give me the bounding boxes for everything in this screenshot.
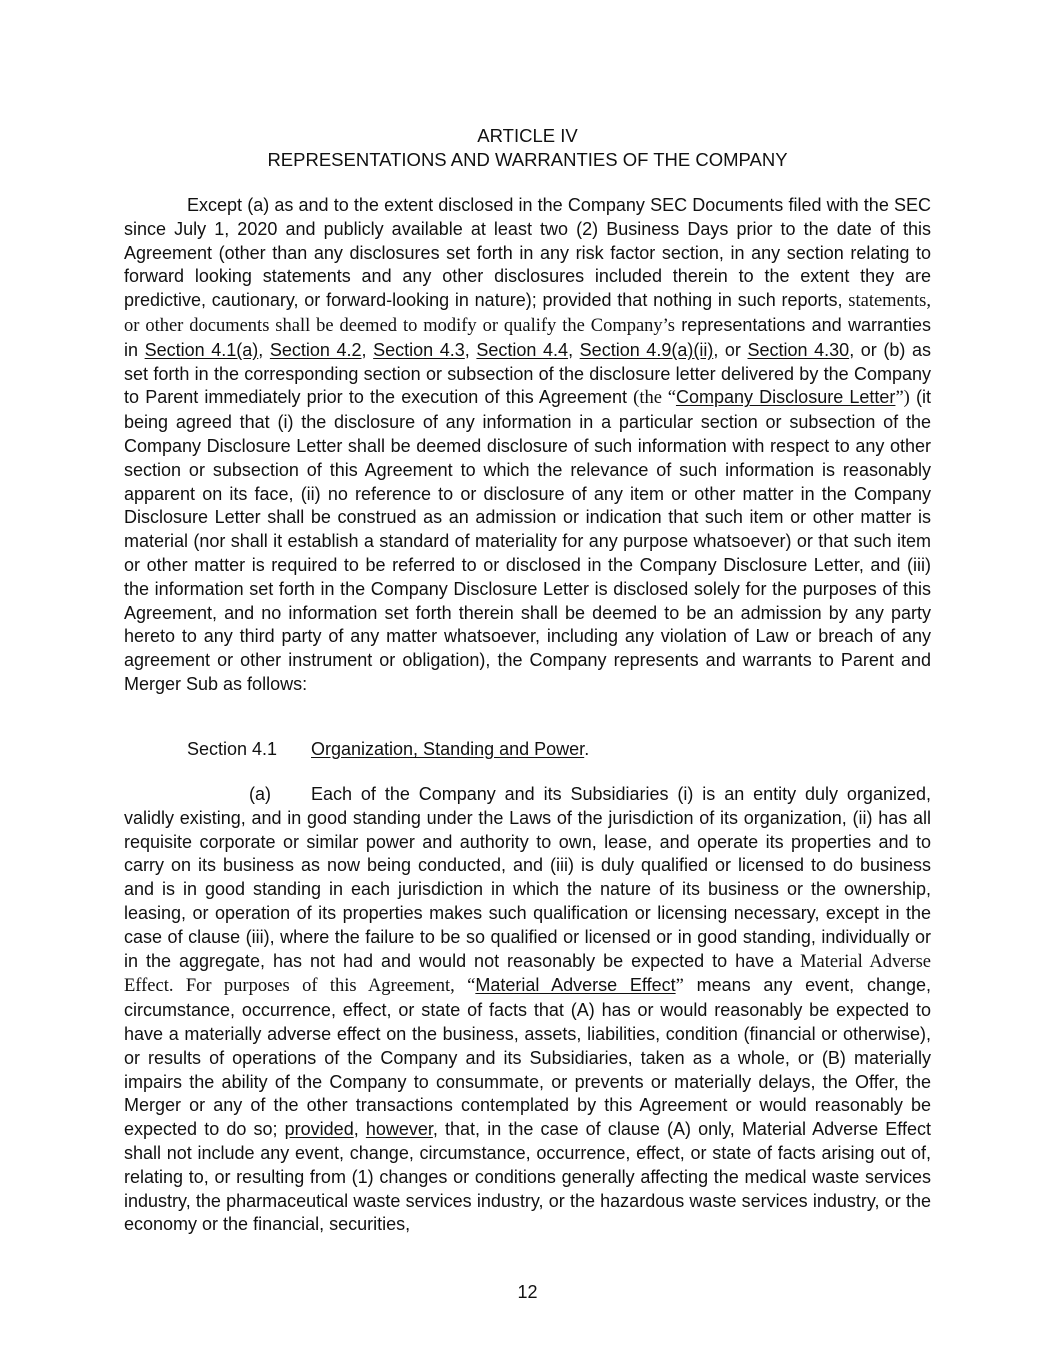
section-reference: Section 4.4: [476, 339, 569, 360]
subsection-text: ,: [353, 1119, 366, 1140]
section-number: Section 4.1: [187, 739, 278, 759]
section-title: Organization, Standing and Power: [311, 739, 585, 759]
section-reference: Section 4.30: [747, 339, 850, 360]
subsection-a-paragraph: [124, 783, 931, 1237]
intro-text: representations and warranties in: [124, 314, 932, 360]
emphasis-term: however: [365, 1119, 433, 1140]
intro-paragraph: [124, 194, 931, 697]
subsection-text: Material Adverse Effect. For purposes of this Agreement, “: [124, 951, 931, 997]
intro-text: ,: [568, 339, 580, 360]
intro-text: (the “: [633, 388, 676, 409]
intro-text: ,: [464, 339, 477, 360]
section-reference: Section 4.1(a): [144, 339, 259, 360]
intro-text: statements, or other documents shall be deemed to modify or qualify the Company’s: [124, 291, 931, 336]
article-title: REPRESENTATIONS AND WARRANTIES OF THE COMPANY: [267, 149, 788, 170]
subsection-text: Each of the Company and its Subsidiaries (i) is an entity duly organized, validly existing, and in good standing under the Laws of the jurisdiction of its organization, (ii) has all requisite corporate or similar power and authority to own, lease, and operate its properties and to carry on its business as now being conducted, and (iii) is duly qualified or licensed to do business and is in good standing in each jurisdiction in which the nature of its business or the ownership, leasing, or operation of its properties makes such qualification or licensing necessary, except in the case of clause (iii), where the failure to be so qualified or licensed or in good standing, individually or in the aggregate, has not had and would not reasonably be expected to have a: [124, 784, 931, 971]
intro-text: Except (a) as and to the extent disclosed in the Company SEC Documents filed with the SEC since July 1, 2020 and publicly available at least two (2) Business Days prior to the date of this Agreement (other than any disclosures set forth in any risk factor section, in any section relating to forward looking statements and any other disclosures included therein to the extent they are predictive, cautionary, or forward-looking in nature); provided that nothing in such reports,: [124, 195, 931, 311]
section-reference: Section 4.9(a)(ii): [579, 339, 714, 360]
intro-text: ,: [258, 339, 270, 360]
intro-text: , or (b) as set forth in the corresponding section or subsection of the disclosure letter delivered by the Company to Parent immediately prior to the execution of this Agreement: [124, 339, 931, 408]
page-number: 12: [517, 1282, 538, 1302]
section-reference: Section 4.2: [269, 339, 362, 360]
subsection-text: , that, in the case of clause (A) only, Material Adverse Effect shall not include any event, change, circumstance, occurrence, effect, or state of facts arising out of, relating to, or resulting from (1) changes or conditions generally affecting the medical waste services industry, the pharmaceutical waste services industry, or the hazardous waste services industry, or the economy or the financial, securities,: [124, 1119, 931, 1235]
emphasis-term: provided: [284, 1119, 354, 1140]
defined-term: Company Disclosure Letter: [675, 387, 896, 408]
subsection-text: means any event, change, circumstance, occurrence, effect, or state of facts that (A) has or would reasonably be expected to have a materially adverse effect on the business, assets, liabilities, condition (financial or otherwise), or results of operations of the Company and its Subsidiaries, taken as a whole, or (B) materially impairs the ability of the Company to consummate, or prevents or materially delays, the Offer, the Merger or any of the other transactions contemplated by this Agreement or would reasonably be expected to do so;: [124, 975, 931, 1140]
section-reference: Section 4.3: [373, 339, 465, 360]
subsection-text: ”: [675, 976, 684, 997]
intro-text: , or: [713, 339, 748, 360]
article-number: ARTICLE IV: [477, 125, 578, 146]
intro-text: ,: [361, 339, 374, 360]
section-heading: [187, 737, 589, 761]
intro-text: (it being agreed that (i) the disclosure of any information in a particular section or subsection of the Company Disclosure Letter shall be deemed disclosure of such information with respect to any other section or subsection of this Agreement to which the relevance of such information is reasonably apparent on its face, (ii) no reference to or disclosure of any item or other matter in the Company Disclosure Letter shall be construed as an admission or indication that such item or other matter is material (nor shall it establish a standard of materiality for any purpose whatsoever) or that such item or other matter is required to be referred to or disclosed in the Company Disclosure Letter, and (iii) the information set forth in the Company Disclosure Letter is disclosed solely for the purposes of this Agreement, and no information set forth therein shall be deemed to be an admission by any party hereto to any third party of any matter whatsoever, including any violation of Law or breach of any agreement or other instrument or obligation), the Company represents and warrants to Parent and Merger Sub as follows:: [124, 387, 931, 694]
section-title-end: .: [584, 739, 590, 759]
subsection-label: (a): [249, 784, 271, 804]
defined-term: Material Adverse Effect: [475, 975, 676, 996]
intro-text: ”): [895, 388, 910, 409]
